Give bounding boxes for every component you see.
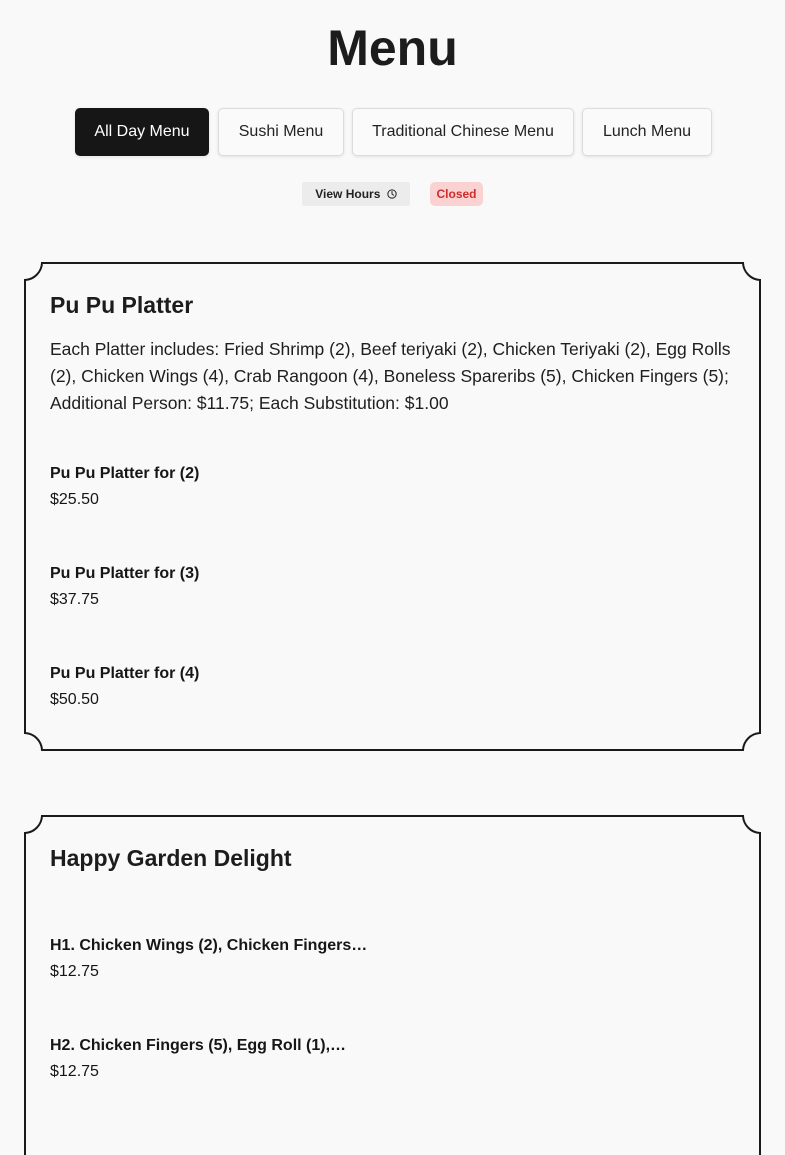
menu-section-pu-pu-platter (24, 262, 761, 751)
menu-item-price: $37.75 (50, 591, 99, 608)
tab-all-day-menu[interactable]: All Day Menu (75, 108, 209, 156)
page-title: Menu (327, 20, 458, 76)
menu-item[interactable] (50, 1033, 650, 1085)
menu-item-price: $25.50 (50, 491, 99, 508)
section-title: Happy Garden Delight (50, 845, 292, 871)
tab-sushi-menu[interactable]: Sushi Menu (218, 108, 344, 156)
menu-item[interactable] (50, 561, 650, 613)
section-title: Pu Pu Platter (50, 292, 194, 318)
clock-icon (387, 189, 397, 199)
menu-item[interactable] (50, 661, 650, 713)
menu-item-name: H2. Chicken Fingers (5), Egg Roll (1),… (50, 1037, 347, 1054)
menu-item-name: Pu Pu Platter for (4) (50, 665, 200, 682)
menu-item-name: Pu Pu Platter for (2) (50, 465, 200, 482)
menu-tabs (0, 108, 785, 158)
view-hours-label: View Hours (315, 187, 381, 201)
menu-section-happy-garden-delight (24, 815, 761, 1155)
menu-item[interactable] (50, 933, 650, 985)
menu-item-price: $12.75 (50, 1063, 99, 1080)
menu-item-name: Pu Pu Platter for (3) (50, 565, 200, 582)
view-hours-button[interactable] (302, 182, 410, 206)
tab-lunch-menu[interactable]: Lunch Menu (582, 108, 712, 156)
menu-item[interactable] (50, 461, 650, 513)
status-badge: Closed (430, 182, 483, 206)
menu-item-price: $50.50 (50, 691, 99, 708)
tab-traditional-chinese-menu[interactable]: Traditional Chinese Menu (352, 108, 574, 156)
section-description: Each Platter includes: Fried Shrimp (2), Beef teriyaki (2), Chicken Teriyaki (2), Egg Rolls (2), Chicken Wings (4), Crab Rangoon (4), Boneless Spareribs (5), Chicken Fingers (5); Additional Person: $11.75; Each Substitution: $1.00 (50, 339, 731, 413)
menu-item-name: H1. Chicken Wings (2), Chicken Fingers… (50, 937, 368, 954)
menu-item-price: $12.75 (50, 963, 99, 980)
